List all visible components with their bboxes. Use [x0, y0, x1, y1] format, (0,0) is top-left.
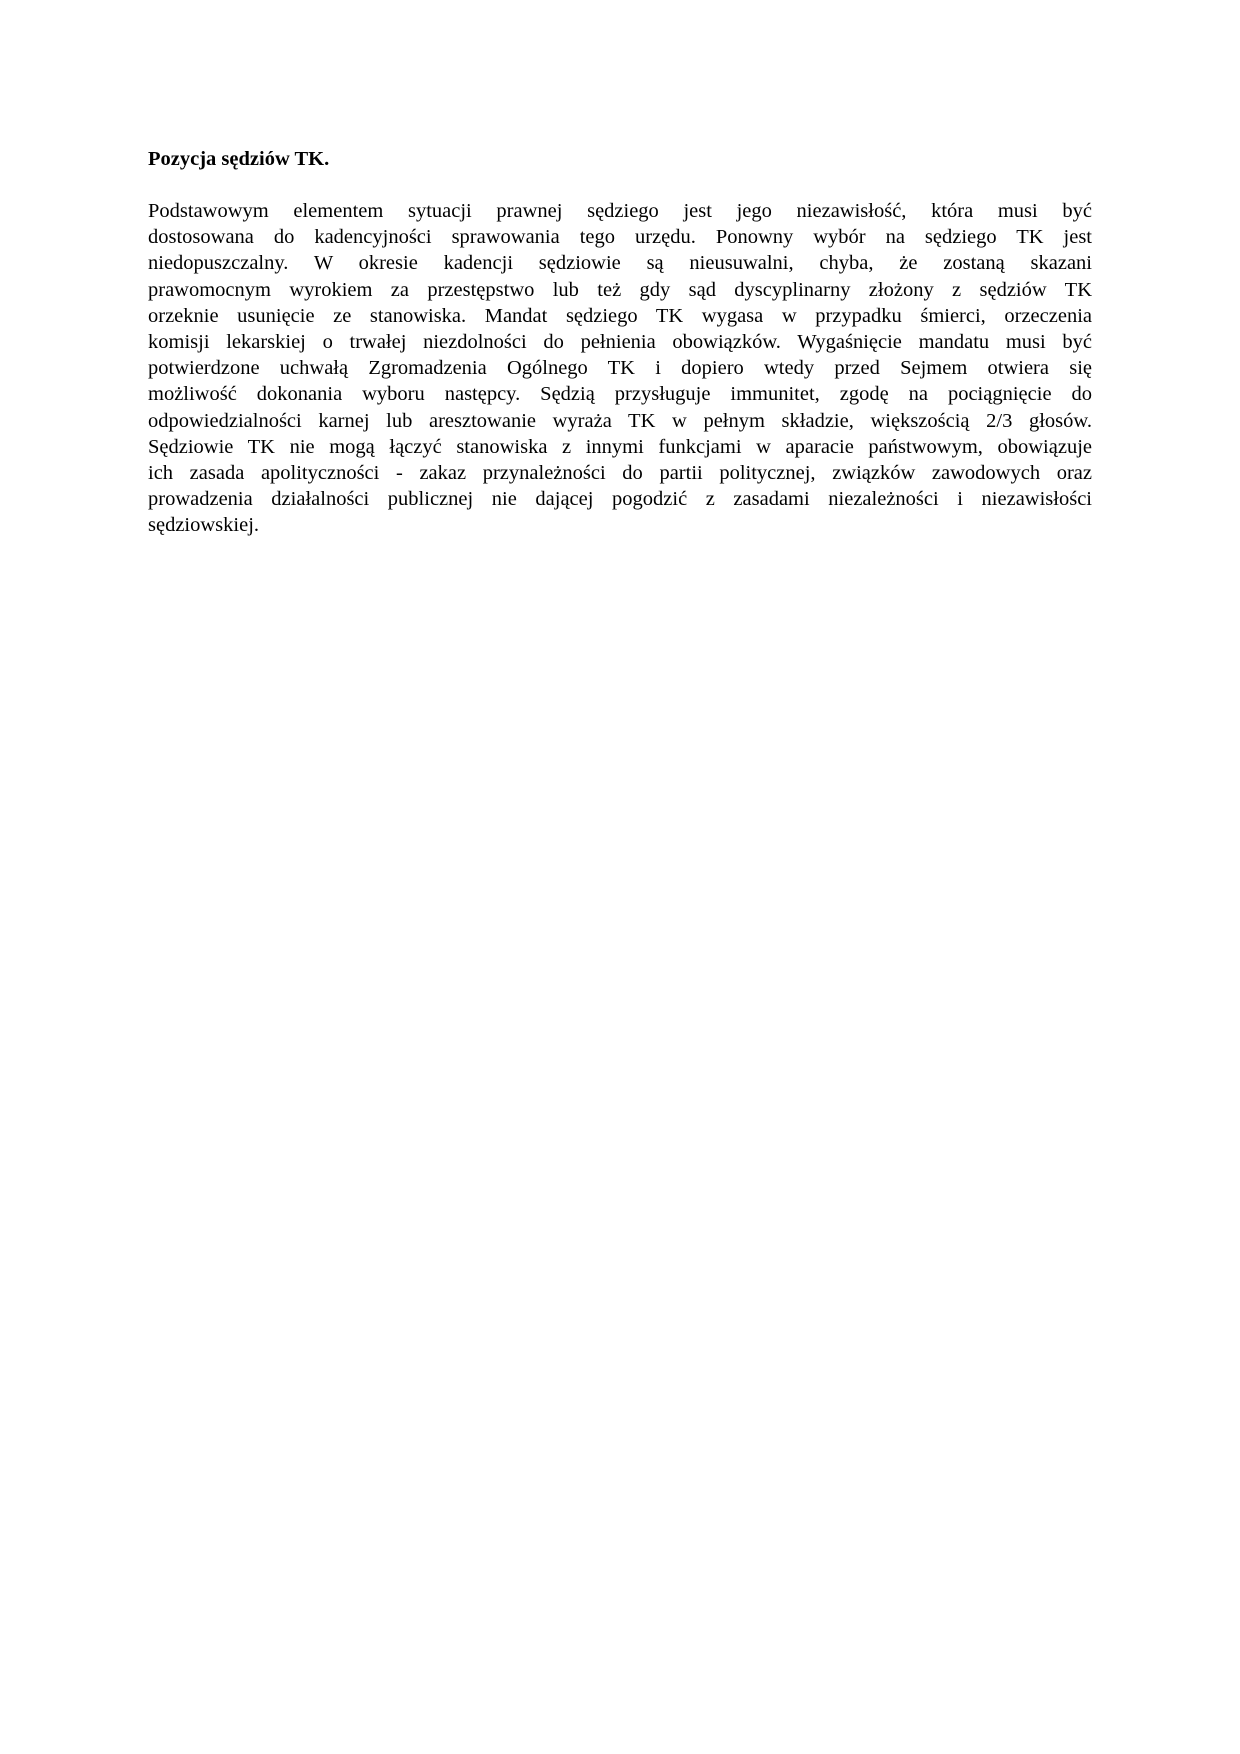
paragraph-line: sędziowskiej.	[148, 514, 260, 537]
paragraph-line: komisji lekarskiej o trwałej niezdolności do pełnienia obowiązków. Wygaśnięcie mandatu musi być	[148, 330, 1092, 353]
paragraph-line: dostosowana do kadencyjności sprawowania tego urzędu. Ponowny wybór na sędziego TK jest	[148, 226, 1092, 249]
paragraph-line: orzeknie usunięcie ze stanowiska. Mandat sędziego TK wygasa w przypadku śmierci, orzeczenia	[148, 304, 1092, 327]
paragraph-line: ich zasada apolityczności - zakaz przynależności do partii politycznej, związków zawodowych oraz	[148, 461, 1092, 484]
document-title: Pozycja sędziów TK.	[148, 148, 330, 170]
body-paragraph	[148, 198, 1092, 538]
paragraph-line: niedopuszczalny. W okresie kadencji sędziowie są nieusuwalni, chyba, że zostaną skazani	[148, 252, 1092, 275]
paragraph-line: Podstawowym elementem sytuacji prawnej sędziego jest jego niezawisłość, która musi być	[148, 200, 1092, 222]
document-content	[148, 146, 1092, 538]
paragraph-line: prowadzenia działalności publicznej nie dającej pogodzić z zasadami niezależności i niezawisłości	[148, 488, 1092, 511]
paragraph-line: Sędziowie TK nie mogą łączyć stanowiska z innymi funkcjami w aparacie państwowym, obowiązuje	[148, 435, 1092, 458]
paragraph-line: odpowiedzialności karnej lub aresztowanie wyraża TK w pełnym składzie, większością 2/3 głosów.	[148, 409, 1092, 432]
paragraph-line: potwierdzone uchwałą Zgromadzenia Ogólnego TK i dopiero wtedy przed Sejmem otwiera się	[148, 357, 1092, 380]
paragraph-line: możliwość dokonania wyboru następcy. Sędzią przysługuje immunitet, zgodę na pociągnięcie do	[148, 383, 1092, 406]
paragraph-line: prawomocnym wyrokiem za przestępstwo lub też gdy sąd dyscyplinarny złożony z sędziów TK	[148, 278, 1092, 301]
